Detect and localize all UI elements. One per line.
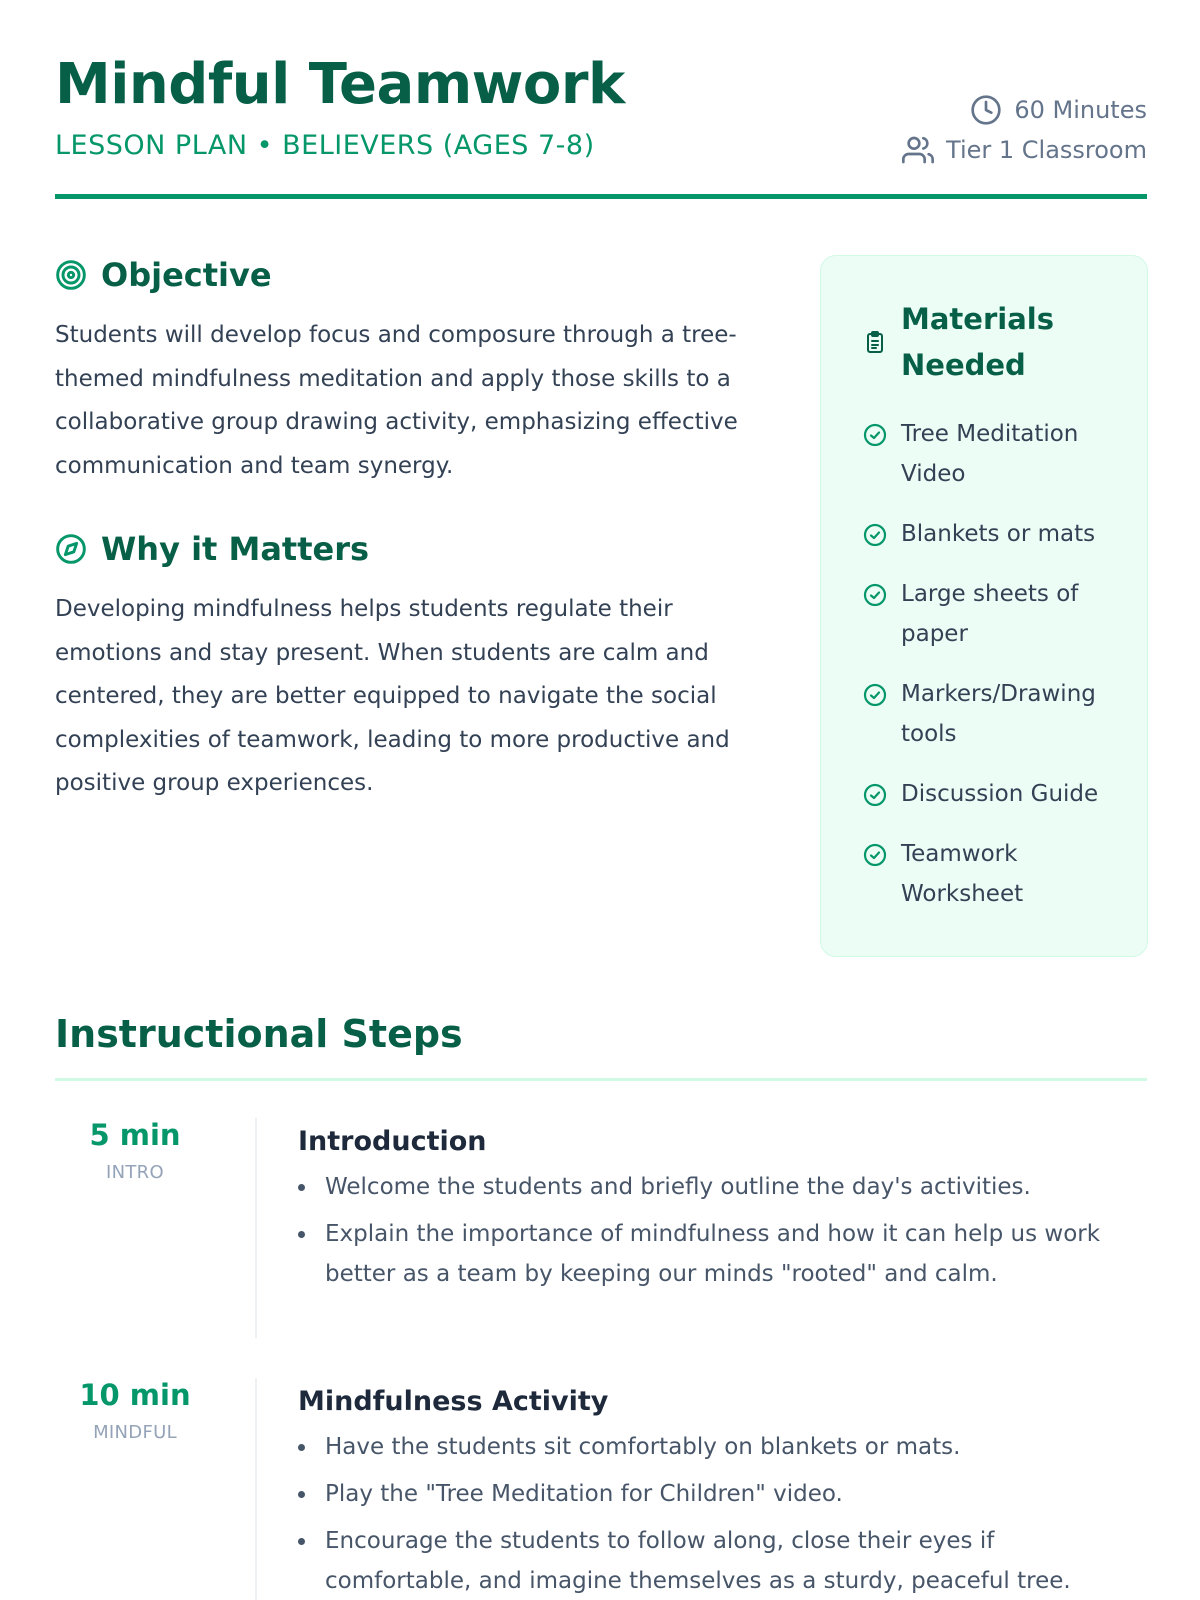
material-item [863, 834, 1123, 914]
check-circle-icon [863, 683, 887, 707]
lesson-header [55, 52, 1147, 202]
setting-meta [902, 130, 1147, 170]
step-divider [255, 1118, 257, 1338]
material-label: Markers/Drawing tools [901, 681, 1096, 747]
material-item [863, 514, 1123, 554]
check-circle-icon [863, 523, 887, 547]
step-time [55, 1118, 215, 1183]
material-item [863, 574, 1123, 654]
step-introduction [55, 1118, 1147, 1348]
check-circle-icon [863, 843, 887, 867]
material-item [863, 414, 1123, 494]
step-body [298, 1386, 1138, 1600]
steps-divider [55, 1078, 1147, 1081]
clipboard-icon [863, 330, 887, 354]
materials-heading [863, 296, 1101, 388]
duration-meta [902, 90, 1147, 130]
setting-text: Tier 1 Classroom [946, 136, 1147, 164]
check-circle-icon [863, 583, 887, 607]
step-bullets [298, 1167, 1138, 1294]
step-tag: MINDFUL [93, 1422, 177, 1443]
users-icon [902, 134, 934, 166]
step-bullet: Have the students sit comfortably on blankets or mats. [298, 1427, 1138, 1467]
compass-icon [55, 533, 87, 565]
page-title: Mindful Teamwork [55, 52, 625, 117]
why-heading [55, 530, 369, 568]
step-body [298, 1126, 1138, 1301]
step-divider [255, 1378, 257, 1600]
step-bullets [298, 1427, 1138, 1600]
step-bullet: Play the "Tree Meditation for Children" video. [298, 1474, 1138, 1514]
step-duration: 5 min [89, 1118, 181, 1152]
step-bullet: Encourage the students to follow along, close their eyes if comfortable, and imagine themselves as a sturdy, peaceful tree. [298, 1521, 1138, 1600]
page-subtitle: LESSON PLAN • BELIEVERS (AGES 7-8) [55, 130, 595, 161]
material-label: Blankets or mats [901, 521, 1096, 547]
step-mindfulness-activity [55, 1378, 1147, 1600]
header-divider [55, 194, 1147, 199]
step-bullet: Welcome the students and briefly outline the day's activities. [298, 1167, 1138, 1207]
check-circle-icon [863, 783, 887, 807]
lesson-meta [902, 90, 1147, 170]
target-icon [55, 259, 87, 291]
step-title: Introduction [298, 1126, 487, 1157]
objective-heading-text: Objective [101, 256, 272, 294]
objective-text: Students will develop focus and composure through a tree-themed mindfulness meditation and apply those skills to a collaborative group drawing activity, emphasizing effective communication and team synergy. [55, 322, 738, 479]
duration-text: 60 Minutes [1014, 96, 1147, 124]
materials-heading-text: Materials Needed [901, 302, 1054, 382]
why-text: Developing mindfulness helps students regulate their emotions and stay present. When students are calm and centered, they are better equipped to navigate the social complexities of teamwork, leading to more productive and positive group experiences. [55, 596, 730, 796]
step-tag: INTRO [106, 1162, 164, 1183]
check-circle-icon [863, 423, 887, 447]
step-duration: 10 min [79, 1378, 191, 1412]
material-label: Large sheets of paper [901, 581, 1079, 647]
step-time [55, 1378, 215, 1443]
material-label: Discussion Guide [901, 781, 1099, 807]
steps-heading: Instructional Steps [55, 1012, 463, 1056]
objective-heading [55, 256, 272, 294]
material-label: Tree Meditation Video [901, 421, 1079, 487]
material-label: Teamwork Worksheet [901, 841, 1024, 907]
why-heading-text: Why it Matters [101, 530, 370, 568]
step-bullet: Explain the importance of mindfulness and how it can help us work better as a team by keeping our minds "rooted" and calm. [298, 1214, 1138, 1294]
material-item [863, 774, 1123, 814]
materials-list [863, 414, 1123, 934]
clock-icon [970, 94, 1002, 126]
material-item [863, 674, 1123, 754]
step-title: Mindfulness Activity [298, 1386, 609, 1417]
materials-panel [820, 255, 1148, 957]
